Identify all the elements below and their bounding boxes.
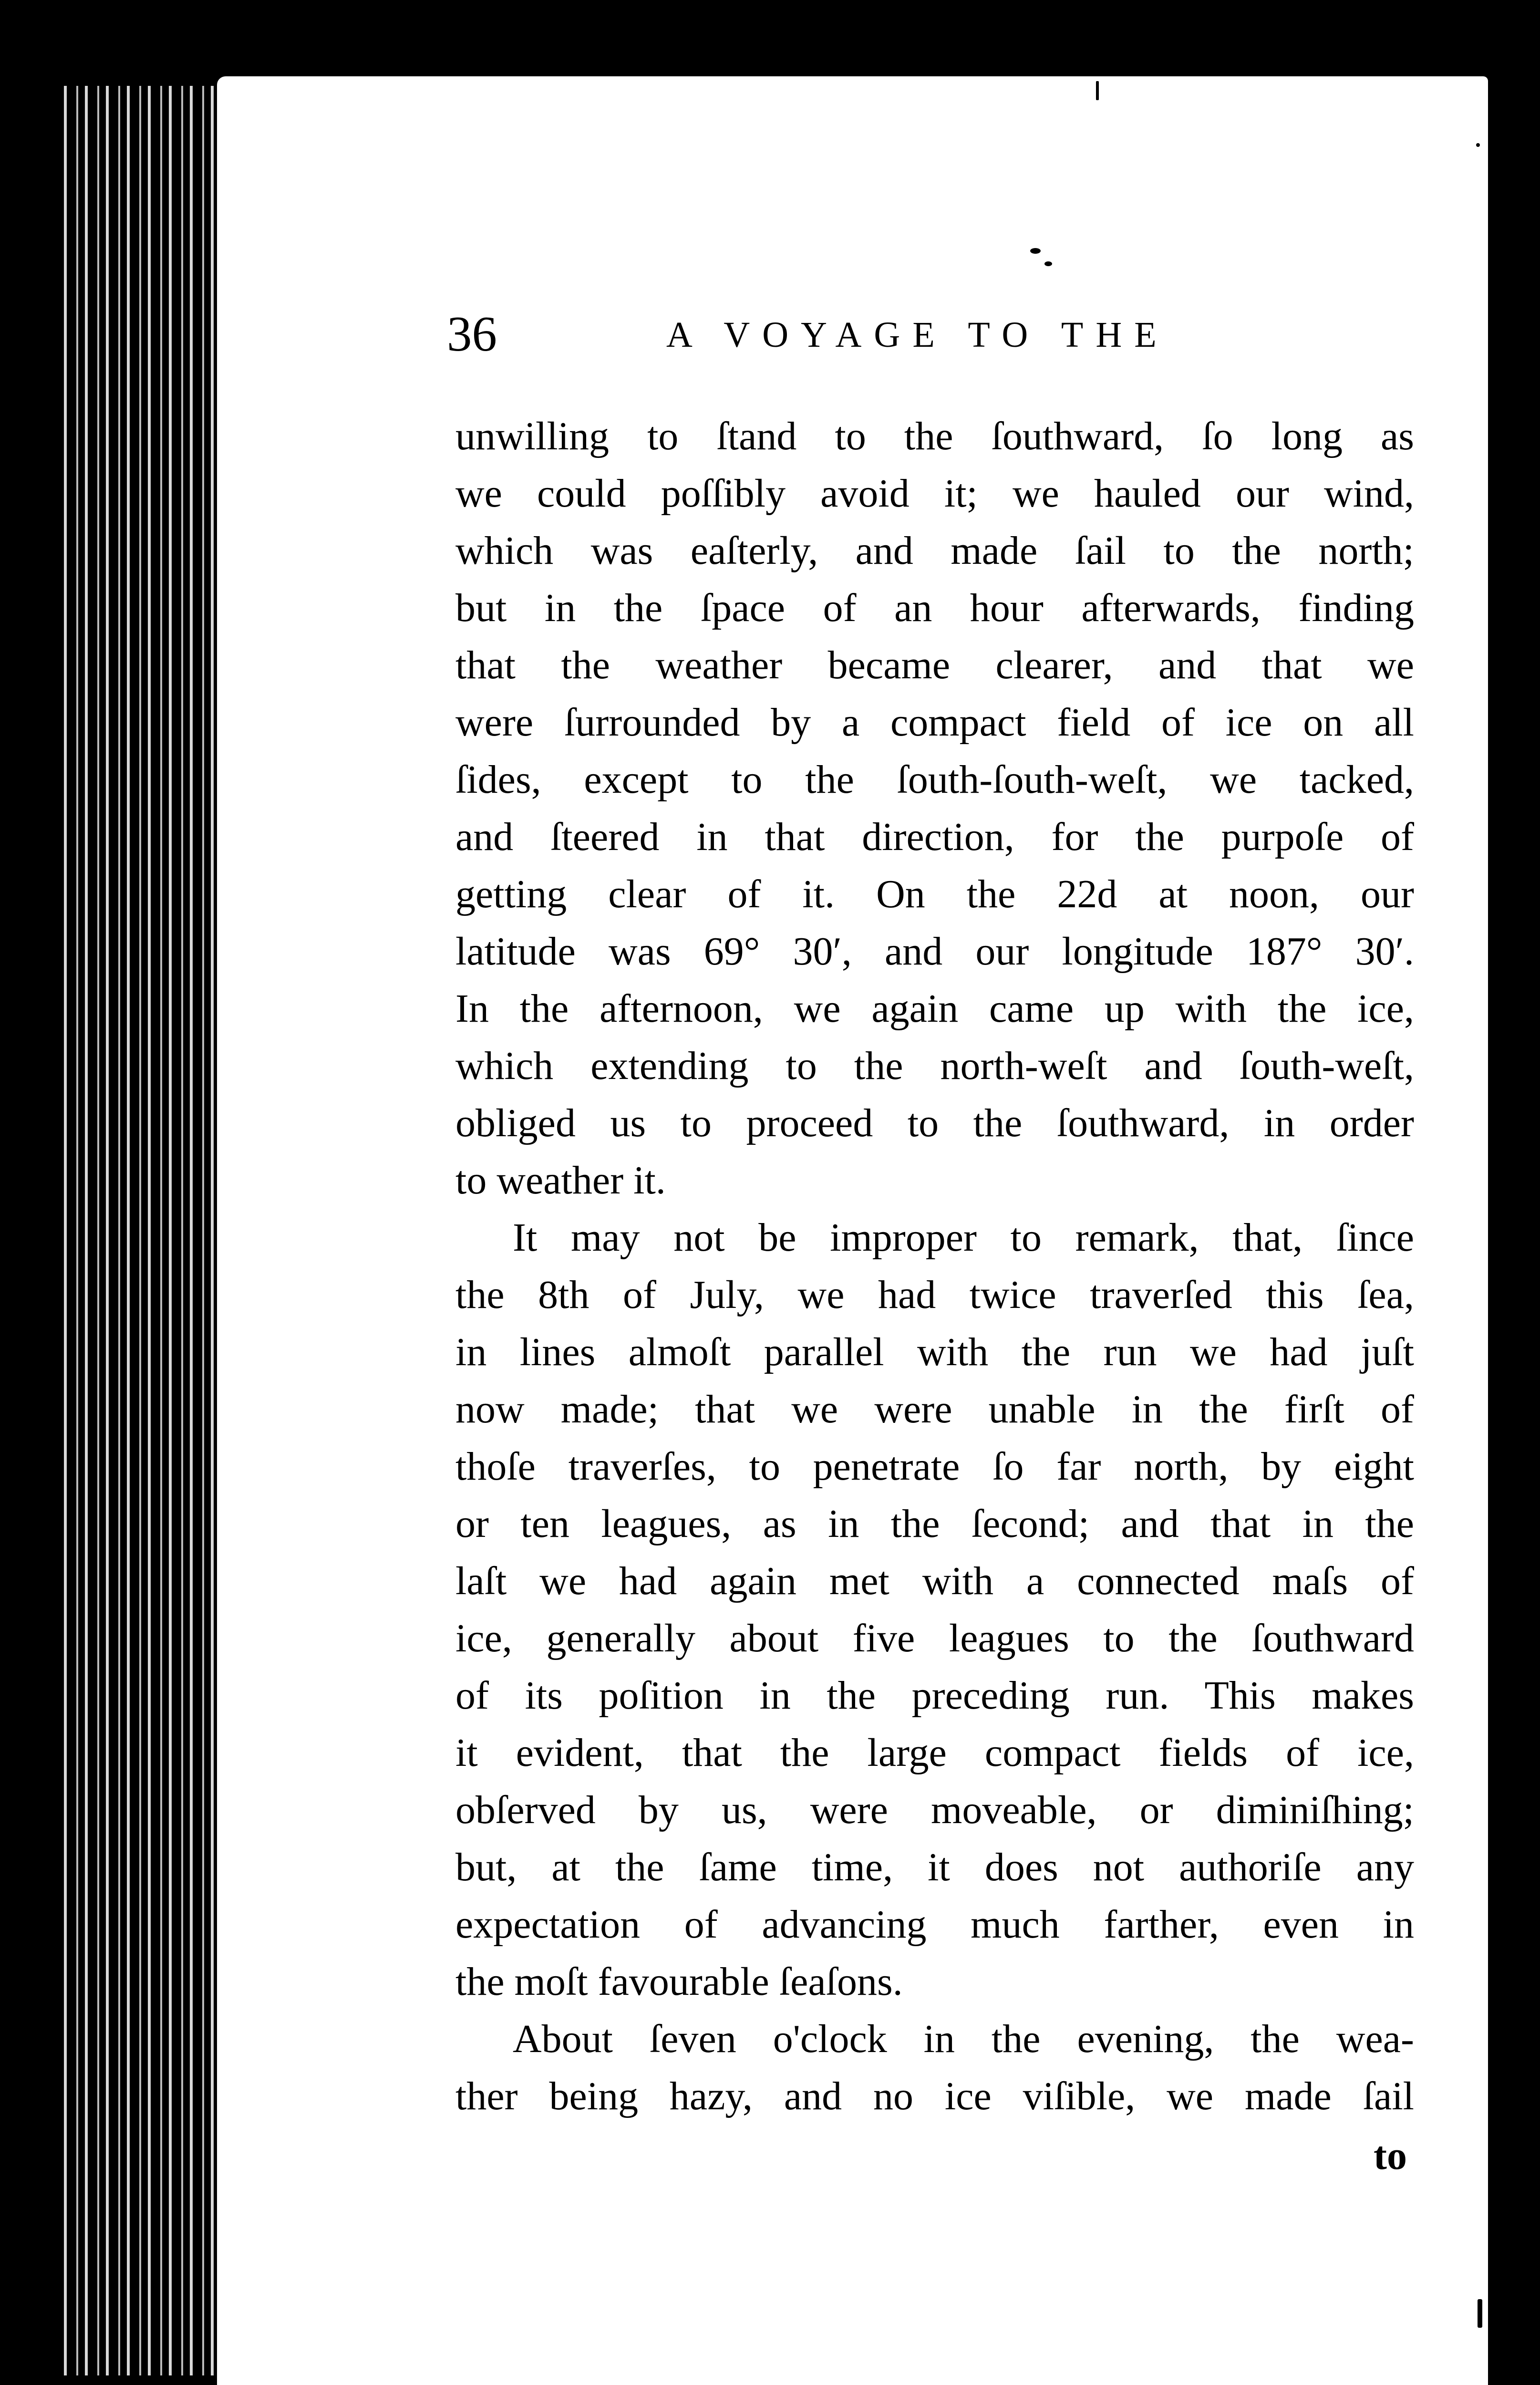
text-line: unwilling to ſtand to the ſouthward, ſo long as [455, 414, 1414, 458]
ink-speck [1476, 143, 1480, 147]
text-line: it evident, that the large compact fields of ice, [455, 1731, 1414, 1775]
text-line: which was eaſterly, and made ſail to the north; [455, 529, 1414, 573]
text-line: obſerved by us, were moveable, or diminiſhing; [455, 1788, 1414, 1832]
catchword: to [1374, 2134, 1407, 2178]
text-line: in lines almoſt parallel with the run we had juſt [455, 1330, 1414, 1374]
text-line: It may not be improper to remark, that, ſince [513, 1215, 1414, 1260]
text-line: getting clear of it. On the 22d at noon, our [455, 872, 1414, 916]
book-page-edges [57, 86, 219, 2375]
text-line: obliged us to proceed to the ſouthward, in order [455, 1101, 1414, 1145]
text-line: the moſt favourable ſeaſons. [455, 1960, 903, 2004]
text-line: to weather it. [455, 1158, 666, 1203]
ink-speck [1096, 81, 1099, 100]
text-line: that the weather became clearer, and that we [455, 643, 1414, 687]
text-line: now made; that we were unable in the firſt of [455, 1387, 1414, 1431]
body-text [455, 408, 1414, 2125]
ink-speck [1478, 2299, 1482, 2328]
text-line: ice, generally about five leagues to the ſouthward [455, 1616, 1414, 1660]
text-line: About ſeven o'clock in the evening, the wea- [513, 2017, 1414, 2061]
text-line: the 8th of July, we had twice traverſed this ſea, [455, 1273, 1414, 1317]
text-line: expectation of advancing much farther, even in [455, 1902, 1414, 1947]
ink-speck [1030, 248, 1041, 254]
running-title: A VOYAGE TO THE [666, 315, 1169, 355]
text-line: but, at the ſame time, it does not authoriſe any [455, 1845, 1414, 1889]
ink-speck [1044, 261, 1052, 266]
text-line: or ten leagues, as in the ſecond; and that in the [455, 1502, 1414, 1546]
text-line: ſides, except to the ſouth-ſouth-weſt, we tacked, [455, 757, 1414, 802]
text-line: laſt we had again met with a connected maſs of [455, 1559, 1414, 1603]
text-line: we could poſſibly avoid it; we hauled our wind, [455, 471, 1414, 516]
text-line: were ſurrounded by a compact field of ice on all [455, 700, 1414, 745]
text-line: latitude was 69° 30′, and our longitude 187° 30′. [455, 929, 1414, 974]
text-line: ther being hazy, and no ice viſible, we made ſail [455, 2074, 1414, 2118]
text-line: In the afternoon, we again came up with the ice, [455, 986, 1414, 1031]
text-line: but in the ſpace of an hour afterwards, finding [455, 586, 1414, 630]
text-line: of its poſition in the preceding run. This makes [455, 1673, 1414, 1718]
text-line: thoſe traverſes, to penetrate ſo far north, by eight [455, 1444, 1414, 1489]
text-line: and ſteered in that direction, for the purpoſe of [455, 815, 1414, 859]
running-head [447, 305, 1191, 363]
page-number: 36 [447, 306, 497, 362]
text-line: which extending to the north-weſt and ſouth-weſt, [455, 1044, 1414, 1088]
